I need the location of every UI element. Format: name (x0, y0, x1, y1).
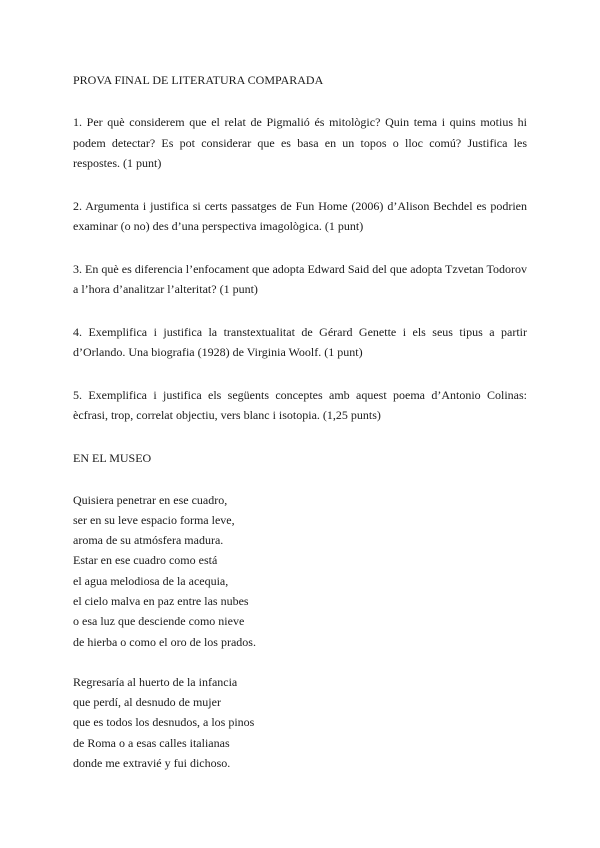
poem-line: Regresaría al huerto de la infancia (73, 674, 238, 689)
question-3: 3. En què es diferencia l’enfocament que adopta Edward Said del que adopta Tzvetan Todorov a l’hora d’analitzar l’alteritat? (1 punt) (73, 261, 527, 296)
question-5: 5. Exemplifica i justifica els següents conceptes amb aquest poema d’Antonio Colinas: ècfrasi, trop, correlat objectiu, vers blanc i isotopia. (1,25 punts) (73, 387, 527, 422)
poem-title: EN EL MUSEO (73, 450, 152, 465)
poem-line: o esa luz que desciende como nieve (73, 614, 245, 629)
poem-line: ser en su leve espacio forma leve, (73, 512, 235, 527)
question-2: 2. Argumenta i justifica si certs passatges de Fun Home (2006) d’Alison Bechdel es podrien examinar (o no) des d’una perspectiva imagològica. (1 punt) (73, 198, 527, 233)
poem-line: Quisiera penetrar en ese cuadro, (73, 492, 228, 507)
poem-line: de hierba o como el oro de los prados. (73, 634, 256, 649)
document-page (73, 70, 527, 773)
poem-line: donde me extravié y fui dichoso. (73, 756, 231, 771)
question-4: 4. Exemplifica i justifica la transtextualitat de Gérard Genette i els seus tipus a partir d’Orlando. Una biografia (1928) de Virginia Woolf. (1 punt) (73, 324, 527, 359)
page-title: PROVA FINAL DE LITERATURA COMPARADA (73, 73, 324, 87)
question-1: 1. Per què considerem que el relat de Pigmalió és mitològic? Quin tema i quins motius hi podem detectar? Es pot considerar que es basa en un topos o lloc comú? Justifica les respostes. (1 punt) (73, 115, 527, 170)
poem-line: de Roma o a esas calles italianas (73, 735, 230, 750)
poem-stanza-1 (73, 490, 527, 652)
poem-line: Estar en ese cuadro como está (73, 553, 218, 568)
poem-line: que perdí, al desnudo de mujer (73, 695, 221, 710)
poem-line: el agua melodiosa de la acequia, (73, 573, 229, 588)
poem-line: que es todos los desnudos, a los pinos (73, 715, 255, 730)
poem-line: el cielo malva en paz entre las nubes (73, 593, 249, 608)
poem-line: aroma de su atmósfera madura. (73, 533, 224, 548)
poem-stanza-2 (73, 672, 527, 773)
